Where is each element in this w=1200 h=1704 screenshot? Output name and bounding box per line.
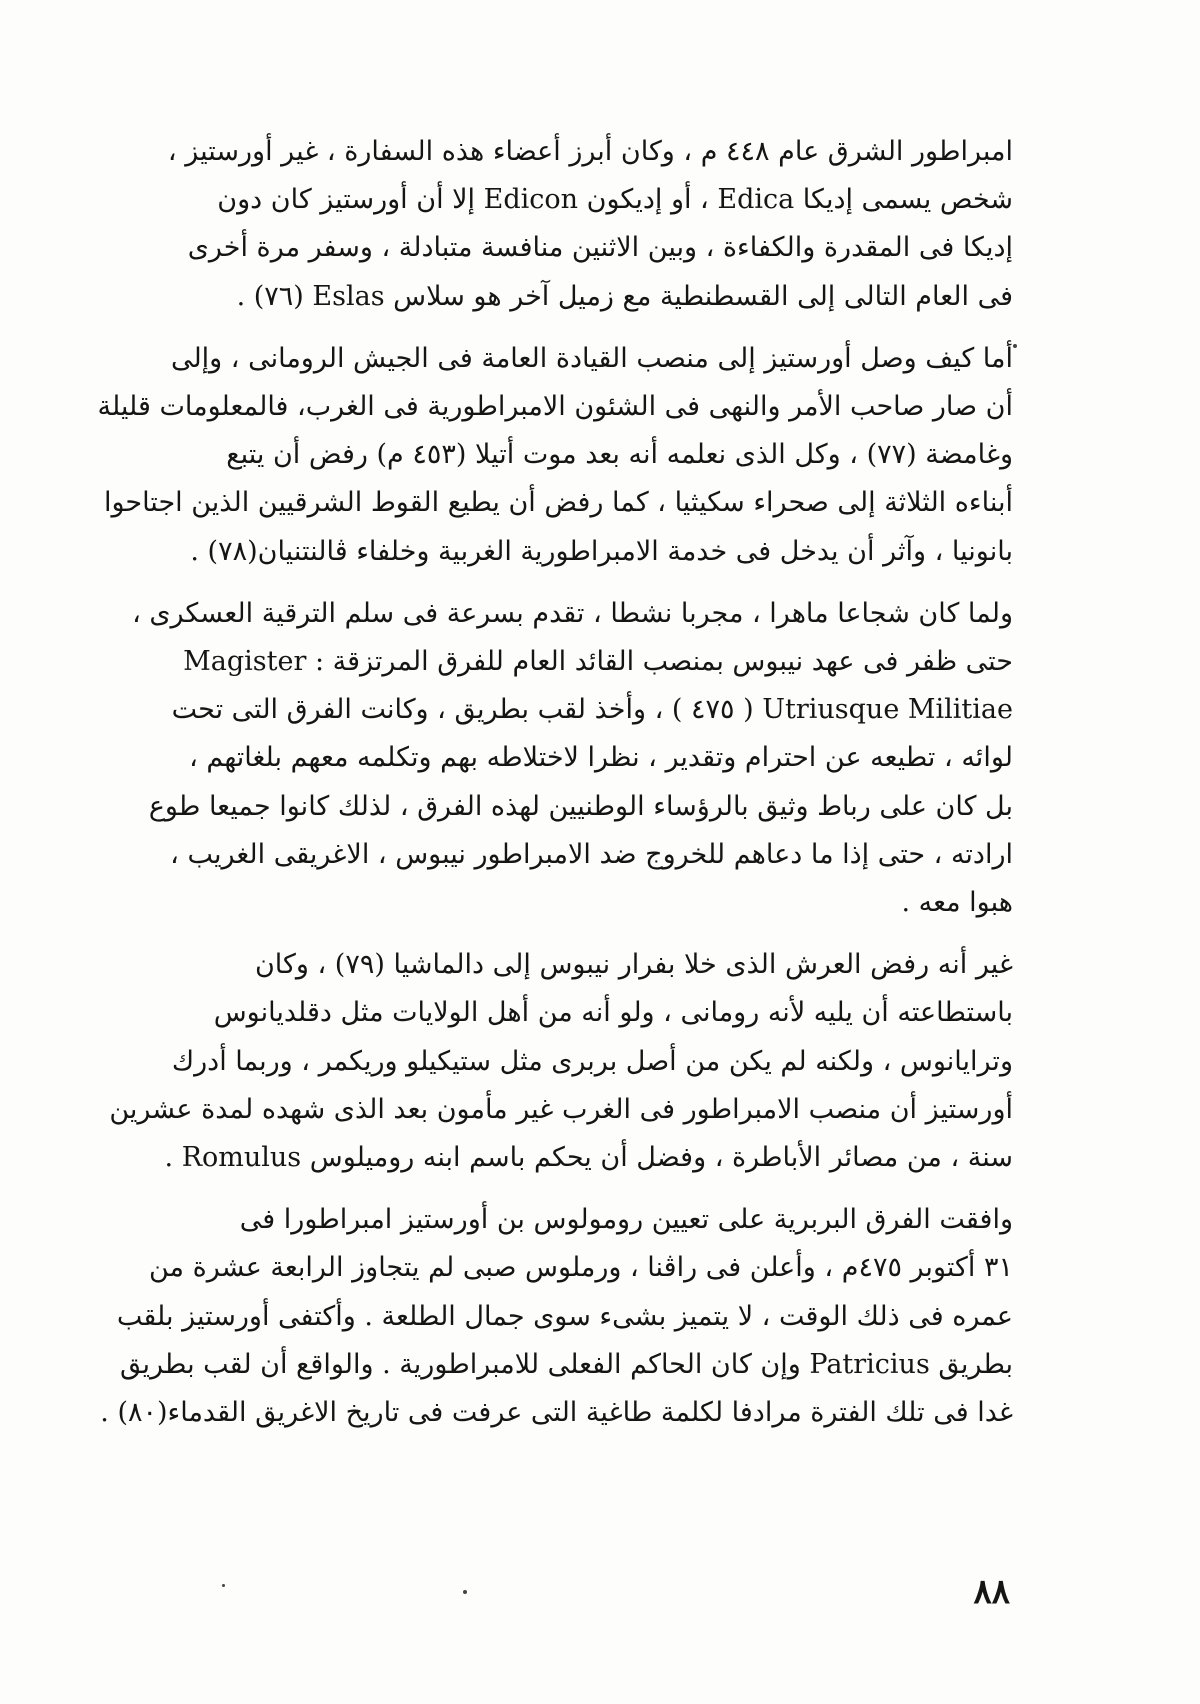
paragraph-2	[97, 335, 1013, 576]
text-line: ٣١ أكتوبر ٤٧٥م ، وأعلن فى راڤنا ، ورملوس صبى لم يتجاوز الرابعة عشرة من	[148, 1252, 1013, 1284]
paragraph-1	[167, 128, 1013, 321]
paragraph-5	[100, 1196, 1013, 1437]
text-line: إديكا فى المقدرة والكفاءة ، وبين الاثنين منافسة متبادلة ، وسفر مرة أخرى	[187, 232, 1013, 264]
text-line: Utriusque Militiae ( ٤٧٥ ) ، وأخذ لقب بطريق ، وكانت الفرق التى تحت	[171, 694, 1013, 726]
scan-speck	[222, 1584, 225, 1587]
text-line: وافقت الفرق البربرية على تعيين رومولوس بن أورستيز امبراطورا فى	[239, 1204, 1013, 1236]
text-line: لوائه ، تطيعه عن احترام وتقدير ، نظرا لاختلاطه بهم وتكلمه معهم بلغاتهم ،	[189, 742, 1013, 774]
text-line: بطريق Patricius وإن كان الحاكم الفعلى للامبراطورية . والواقع أن لقب بطريق	[119, 1348, 1013, 1380]
text-line: غدا فى تلك الفترة مرادفا لكلمة طاغية التى عرفت فى تاريخ الاغريق القدماء(٨٠) .	[100, 1397, 1013, 1429]
scan-speck	[1013, 344, 1017, 348]
text-line: حتى ظفر فى عهد نيبوس بمنصب القائد العام للفرق المرتزقة : Magister	[183, 646, 1013, 678]
body-text	[97, 128, 1013, 1451]
text-line: امبراطور الشرق عام ٤٤٨ م ، وكان أبرز أعضاء هذه السفارة ، غير أورستيز ،	[167, 136, 1013, 167]
text-line: بل كان على رباط وثيق بالرؤساء الوطنيين لهذه الفرق ، لذلك كانوا جميعا طوع	[148, 790, 1013, 822]
text-line: وترايانوس ، ولكنه لم يكن من أصل بربرى مثل ستيكيلو وريكمر ، وربما أدرك	[171, 1045, 1013, 1077]
text-line: سنة ، من مصائر الأباطرة ، وفضل أن يحكم باسم ابنه روميلوس Romulus .	[164, 1142, 1013, 1174]
text-line: عمره فى ذلك الوقت ، لا يتميز بشىء سوى جمال الطلعة . وأكتفى أورستيز بلقب	[116, 1300, 1013, 1332]
text-line: غير أنه رفض العرش الذى خلا بفرار نيبوس إلى دالماشيا (٧٩) ، وكان	[254, 949, 1013, 981]
paragraph-4	[109, 941, 1013, 1182]
paragraph-3	[132, 590, 1013, 927]
text-line: ولما كان شجاعا ماهرا ، مجربا نشطا ، تقدم بسرعة فى سلم الترقية العسكرى ،	[132, 597, 1013, 629]
text-line: فى العام التالى إلى القسطنطية مع زميل آخر هو سلاس Eslas (٧٦) .	[236, 280, 1013, 312]
text-line: ارادته ، حتى إذا ما دعاهم للخروج ضد الامبراطور نيبوس ، الاغريقى الغريب ،	[170, 838, 1013, 870]
text-line: أما كيف وصل أورستيز إلى منصب القيادة العامة فى الجيش الرومانى ، وإلى	[170, 342, 1013, 374]
text-line: أن صار صاحب الأمر والنهى فى الشئون الامبراطورية فى الغرب، فالمعلومات قليلة	[97, 391, 1013, 423]
text-line: باستطاعته أن يليه لأنه رومانى ، ولو أنه من أهل الولايات مثل دقلديانوس	[213, 997, 1013, 1029]
text-line: هبوا معه .	[901, 887, 1013, 919]
text-line: وغامضة (٧٧) ، وكل الذى نعلمه أنه بعد موت أتيلا (٤٥٣ م) رفض أن يتبع	[226, 439, 1013, 471]
text-line: شخص يسمى إديكا Edica ، أو إديكون Edicon إلا أن أورستيز كان دون	[217, 184, 1013, 216]
scan-speck	[463, 1590, 467, 1594]
text-line: أبناءه الثلاثة إلى صحراء سكيثيا ، كما رفض أن يطيع القوط الشرقيين الذين اجتاحوا	[103, 487, 1013, 519]
page-number: ٨٨	[973, 1572, 1010, 1612]
text-line: أورستيز أن منصب الامبراطور فى الغرب غير مأمون بعد الذى شهده لمدة عشرين	[109, 1093, 1013, 1125]
text-line: بانونيا ، وآثر أن يدخل فى خدمة الامبراطورية الغربية وخلفاء ڤالنتنيان(٧٨) .	[190, 535, 1013, 567]
